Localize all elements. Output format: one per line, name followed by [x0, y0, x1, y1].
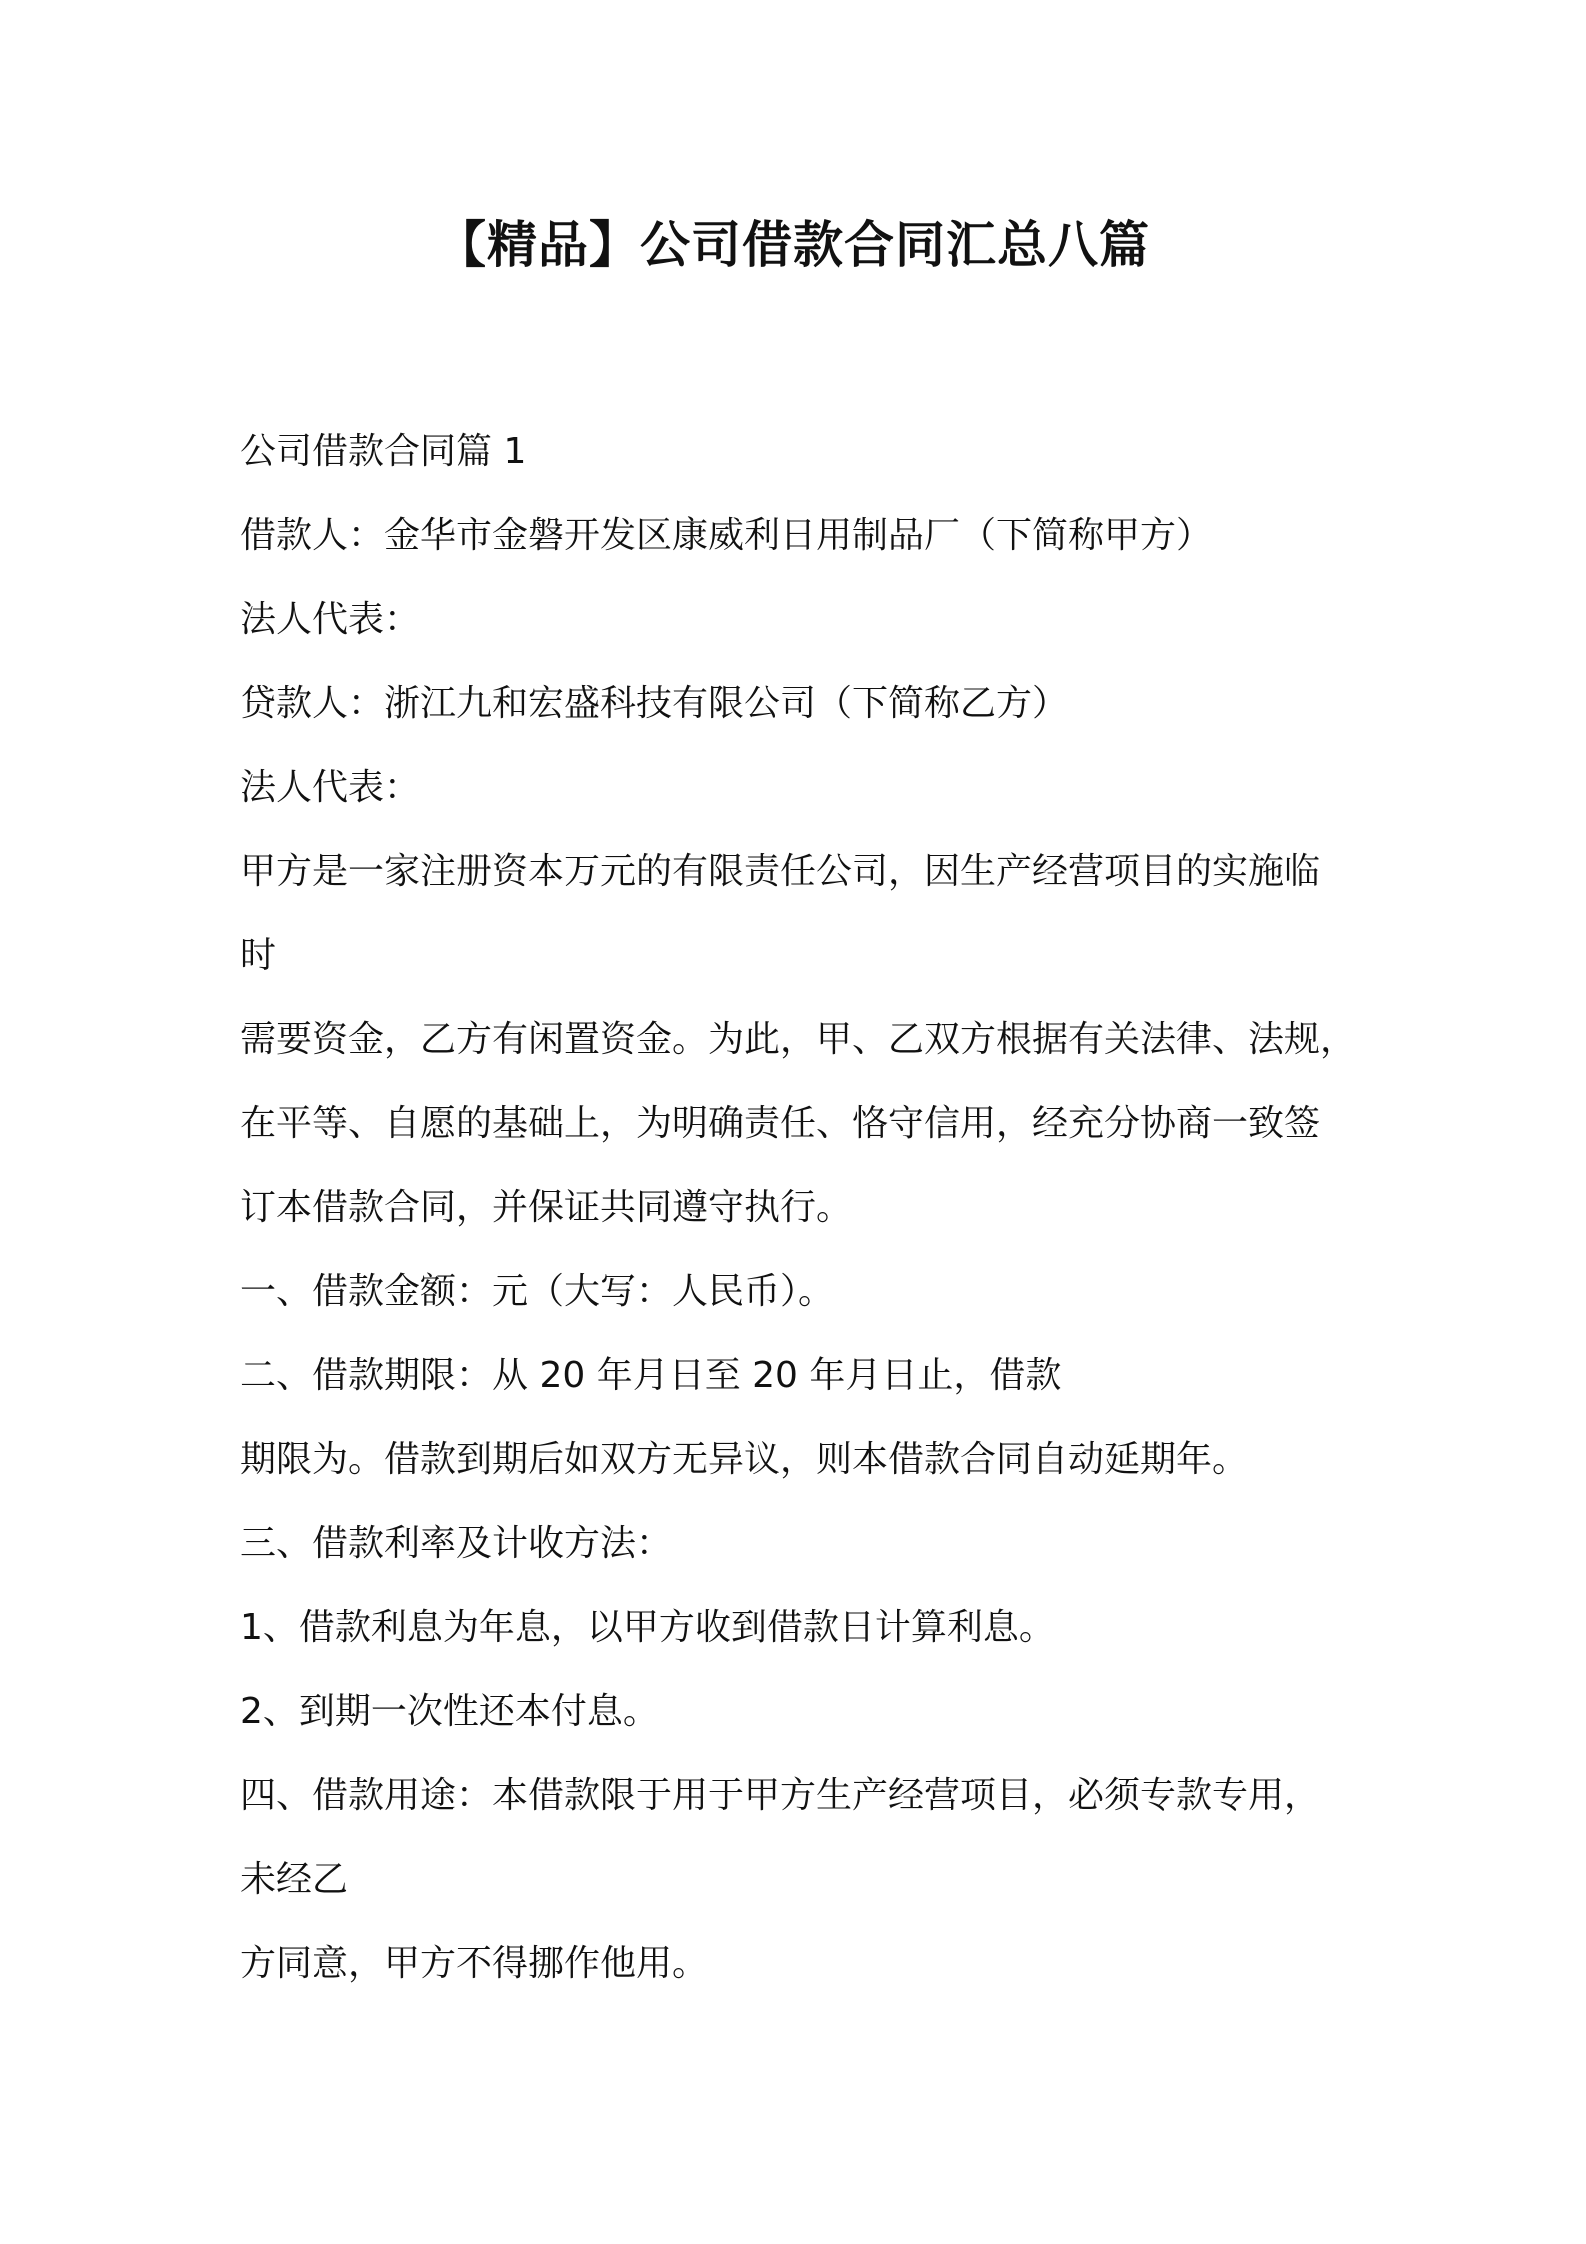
text-line: 未经乙	[240, 1859, 349, 1900]
text-line: 借款人：金华市金磐开发区康威利日用制品厂（下简称甲方）	[240, 515, 1213, 556]
text-line: 法人代表：	[240, 599, 421, 640]
text-line: 订本借款合同，并保证共同遵守执行。	[240, 1187, 853, 1228]
document-title: 【精品】公司借款合同汇总八篇	[436, 216, 1150, 274]
text-line: 期限为。借款到期后如双方无异议，则本借款合同自动延期年。	[240, 1439, 1249, 1480]
text-line: 公司借款合同篇 1	[240, 431, 527, 472]
text-line: 1、借款利息为年息，以甲方收到借款日计算利息。	[240, 1607, 1055, 1648]
text-line: 四、借款用途：本借款限于用于甲方生产经营项目，必须专款专用，	[240, 1775, 1321, 1816]
text-line: 方同意，甲方不得挪作他用。	[240, 1943, 709, 1984]
text-line: 时	[240, 935, 277, 976]
document-body	[240, 410, 1360, 2006]
text-line: 一、借款金额：元（大写：人民币）。	[240, 1271, 835, 1312]
text-line: 需要资金，乙方有闲置资金。为此，甲、乙双方根据有关法律、法规，	[240, 1019, 1357, 1060]
text-line: 2、到期一次性还本付息。	[240, 1691, 659, 1732]
text-line: 法人代表：	[240, 767, 421, 808]
text-line: 甲方是一家注册资本万元的有限责任公司，因生产经营项目的实施临	[240, 851, 1321, 892]
text-line: 二、借款期限：从 20 年月日至 20 年月日止，借款	[240, 1355, 1062, 1396]
text-line: 贷款人：浙江九和宏盛科技有限公司（下简称乙方）	[240, 683, 1069, 724]
text-line: 在平等、自愿的基础上，为明确责任、恪守信用，经充分协商一致签	[240, 1103, 1321, 1144]
text-line: 三、借款利率及计收方法：	[240, 1523, 673, 1564]
